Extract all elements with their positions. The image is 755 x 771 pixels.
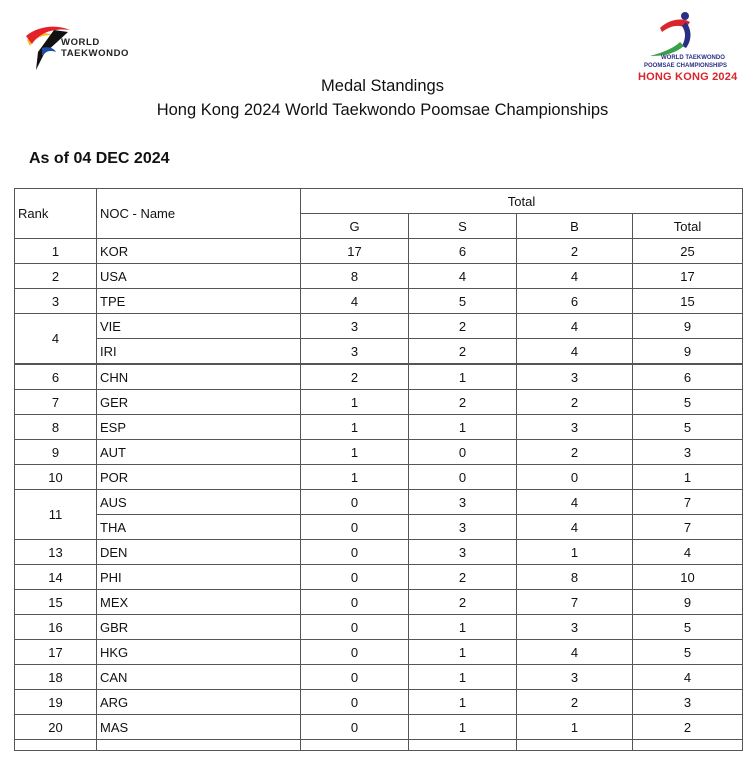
silver-cell: 5 bbox=[409, 289, 517, 314]
gold-cell: 0 bbox=[301, 615, 409, 640]
total-cell: 1 bbox=[633, 465, 743, 490]
total-cell: 2 bbox=[633, 715, 743, 740]
noc-cell: HKG bbox=[97, 640, 301, 665]
noc-cell: MAS bbox=[97, 715, 301, 740]
silver-cell: 2 bbox=[409, 590, 517, 615]
bronze-cell: 4 bbox=[517, 515, 633, 540]
noc-cell: ESP bbox=[97, 415, 301, 440]
bronze-cell: 6 bbox=[517, 289, 633, 314]
logo-swoosh-blue bbox=[42, 47, 56, 56]
noc-cell: USA bbox=[97, 264, 301, 289]
silver-cell: 2 bbox=[409, 390, 517, 415]
rank-cell: 15 bbox=[15, 590, 97, 615]
table-row bbox=[15, 364, 743, 390]
bronze-cell: 2 bbox=[517, 440, 633, 465]
total-cell: 3 bbox=[633, 440, 743, 465]
silver-cell: 2 bbox=[409, 565, 517, 590]
rank-cell: 1 bbox=[15, 239, 97, 264]
silver-cell: 1 bbox=[409, 690, 517, 715]
logo-figure-leg-green bbox=[650, 42, 684, 56]
total-cell: 5 bbox=[633, 640, 743, 665]
bronze-cell: 4 bbox=[517, 264, 633, 289]
gold-cell: 0 bbox=[301, 715, 409, 740]
gold-cell: 0 bbox=[301, 665, 409, 690]
table-row bbox=[15, 665, 743, 690]
table-row bbox=[15, 339, 743, 365]
bronze-cell: 3 bbox=[517, 415, 633, 440]
rank-cell: 2 bbox=[15, 264, 97, 289]
noc-cell: CAN bbox=[97, 665, 301, 690]
gold-cell: 3 bbox=[301, 339, 409, 365]
medal-standings-table bbox=[14, 188, 743, 751]
silver-cell: 1 bbox=[409, 665, 517, 690]
logo-figure-head bbox=[681, 12, 689, 20]
bronze-cell: 1 bbox=[517, 715, 633, 740]
noc-cell bbox=[97, 740, 301, 751]
rank-cell: 7 bbox=[15, 390, 97, 415]
noc-cell: TPE bbox=[97, 289, 301, 314]
noc-cell: MEX bbox=[97, 590, 301, 615]
gold-cell: 0 bbox=[301, 590, 409, 615]
noc-cell: DEN bbox=[97, 540, 301, 565]
rank-cell: 14 bbox=[15, 565, 97, 590]
silver-cell: 1 bbox=[409, 415, 517, 440]
bronze-cell: 2 bbox=[517, 690, 633, 715]
logo-figure-body-navy bbox=[682, 22, 691, 48]
header-total-group: Total bbox=[301, 189, 743, 214]
page-title: Medal Standings bbox=[321, 77, 444, 95]
silver-cell bbox=[409, 740, 517, 751]
bronze-cell: 1 bbox=[517, 540, 633, 565]
total-cell: 15 bbox=[633, 289, 743, 314]
silver-cell: 6 bbox=[409, 239, 517, 264]
header-total: Total bbox=[633, 214, 743, 239]
table-row bbox=[15, 490, 743, 515]
silver-cell: 0 bbox=[409, 465, 517, 490]
rank-cell: 3 bbox=[15, 289, 97, 314]
rank-cell: 18 bbox=[15, 665, 97, 690]
silver-cell: 1 bbox=[409, 615, 517, 640]
bronze-cell bbox=[517, 740, 633, 751]
total-cell: 4 bbox=[633, 540, 743, 565]
world-taekwondo-logo-text bbox=[61, 37, 129, 59]
rank-cell: 11 bbox=[15, 490, 97, 540]
gold-cell: 4 bbox=[301, 289, 409, 314]
gold-cell: 0 bbox=[301, 690, 409, 715]
gold-cell: 1 bbox=[301, 440, 409, 465]
as-of-date: As of 04 DEC 2024 bbox=[29, 150, 170, 167]
total-cell: 9 bbox=[633, 314, 743, 339]
silver-cell: 3 bbox=[409, 490, 517, 515]
noc-cell: AUS bbox=[97, 490, 301, 515]
bronze-cell: 2 bbox=[517, 390, 633, 415]
gold-cell: 0 bbox=[301, 640, 409, 665]
table-header-row-1 bbox=[15, 189, 743, 214]
event-logo-line1: WORLD TAEKWONDO bbox=[661, 55, 725, 61]
header-bronze: B bbox=[517, 214, 633, 239]
noc-cell: POR bbox=[97, 465, 301, 490]
total-cell: 10 bbox=[633, 565, 743, 590]
gold-cell: 8 bbox=[301, 264, 409, 289]
silver-cell: 4 bbox=[409, 264, 517, 289]
total-cell: 4 bbox=[633, 665, 743, 690]
total-cell: 5 bbox=[633, 415, 743, 440]
gold-cell: 1 bbox=[301, 465, 409, 490]
silver-cell: 2 bbox=[409, 339, 517, 365]
bronze-cell: 3 bbox=[517, 364, 633, 390]
rank-cell: 10 bbox=[15, 465, 97, 490]
noc-cell: GBR bbox=[97, 615, 301, 640]
noc-cell: VIE bbox=[97, 314, 301, 339]
header-gold: G bbox=[301, 214, 409, 239]
gold-cell bbox=[301, 740, 409, 751]
rank-cell: 19 bbox=[15, 690, 97, 715]
table-row bbox=[15, 239, 743, 264]
noc-cell: AUT bbox=[97, 440, 301, 465]
gold-cell: 1 bbox=[301, 415, 409, 440]
event-logo-line3: HONG KONG 2024 bbox=[638, 71, 738, 83]
total-cell: 7 bbox=[633, 515, 743, 540]
table-row-cut-off bbox=[15, 740, 743, 751]
table-row bbox=[15, 264, 743, 289]
gold-cell: 0 bbox=[301, 515, 409, 540]
table-row bbox=[15, 515, 743, 540]
table-row bbox=[15, 289, 743, 314]
table-row bbox=[15, 540, 743, 565]
total-cell: 9 bbox=[633, 590, 743, 615]
bronze-cell: 7 bbox=[517, 590, 633, 615]
table-row bbox=[15, 465, 743, 490]
noc-cell: ARG bbox=[97, 690, 301, 715]
noc-cell: GER bbox=[97, 390, 301, 415]
table-row bbox=[15, 690, 743, 715]
silver-cell: 3 bbox=[409, 515, 517, 540]
rank-cell: 17 bbox=[15, 640, 97, 665]
silver-cell: 1 bbox=[409, 640, 517, 665]
rank-cell: 8 bbox=[15, 415, 97, 440]
bronze-cell: 8 bbox=[517, 565, 633, 590]
table-row bbox=[15, 590, 743, 615]
logo-text-line1: WORLD bbox=[61, 37, 100, 48]
bronze-cell: 0 bbox=[517, 465, 633, 490]
table-row bbox=[15, 615, 743, 640]
bronze-cell: 4 bbox=[517, 339, 633, 365]
rank-cell: 9 bbox=[15, 440, 97, 465]
total-cell bbox=[633, 740, 743, 751]
page-subtitle: Hong Kong 2024 World Taekwondo Poomsae Championships bbox=[156, 101, 609, 119]
gold-cell: 17 bbox=[301, 239, 409, 264]
noc-cell: THA bbox=[97, 515, 301, 540]
gold-cell: 3 bbox=[301, 314, 409, 339]
header-noc-name: NOC - Name bbox=[97, 189, 301, 239]
bronze-cell: 2 bbox=[517, 239, 633, 264]
total-cell: 5 bbox=[633, 390, 743, 415]
total-cell: 9 bbox=[633, 339, 743, 365]
rank-cell: 20 bbox=[15, 715, 97, 740]
noc-cell: CHN bbox=[97, 364, 301, 390]
noc-cell: IRI bbox=[97, 339, 301, 365]
table-row bbox=[15, 415, 743, 440]
noc-cell: PHI bbox=[97, 565, 301, 590]
total-cell: 7 bbox=[633, 490, 743, 515]
table-row bbox=[15, 314, 743, 339]
table-row bbox=[15, 640, 743, 665]
gold-cell: 0 bbox=[301, 490, 409, 515]
total-cell: 17 bbox=[633, 264, 743, 289]
bronze-cell: 4 bbox=[517, 314, 633, 339]
bronze-cell: 3 bbox=[517, 615, 633, 640]
logo-text-line2: TAEKWONDO bbox=[61, 48, 130, 59]
bronze-cell: 4 bbox=[517, 640, 633, 665]
total-cell: 6 bbox=[633, 364, 743, 390]
gold-cell: 0 bbox=[301, 565, 409, 590]
table-row bbox=[15, 565, 743, 590]
silver-cell: 2 bbox=[409, 314, 517, 339]
silver-cell: 0 bbox=[409, 440, 517, 465]
noc-cell: KOR bbox=[97, 239, 301, 264]
rank-cell: 16 bbox=[15, 615, 97, 640]
gold-cell: 0 bbox=[301, 540, 409, 565]
table-row bbox=[15, 440, 743, 465]
rank-cell: 6 bbox=[15, 364, 97, 390]
header-rank: Rank bbox=[15, 189, 97, 239]
silver-cell: 3 bbox=[409, 540, 517, 565]
bronze-cell: 3 bbox=[517, 665, 633, 690]
rank-cell: 4 bbox=[15, 314, 97, 365]
total-cell: 3 bbox=[633, 690, 743, 715]
total-cell: 5 bbox=[633, 615, 743, 640]
header-silver: S bbox=[409, 214, 517, 239]
silver-cell: 1 bbox=[409, 364, 517, 390]
bronze-cell: 4 bbox=[517, 490, 633, 515]
total-cell: 25 bbox=[633, 239, 743, 264]
table-row bbox=[15, 715, 743, 740]
gold-cell: 2 bbox=[301, 364, 409, 390]
silver-cell: 1 bbox=[409, 715, 517, 740]
table-row bbox=[15, 390, 743, 415]
gold-cell: 1 bbox=[301, 390, 409, 415]
rank-cell: 13 bbox=[15, 540, 97, 565]
event-logo-line2: POOMSAE CHAMPIONSHIPS bbox=[644, 63, 728, 69]
rank-cell bbox=[15, 740, 97, 751]
